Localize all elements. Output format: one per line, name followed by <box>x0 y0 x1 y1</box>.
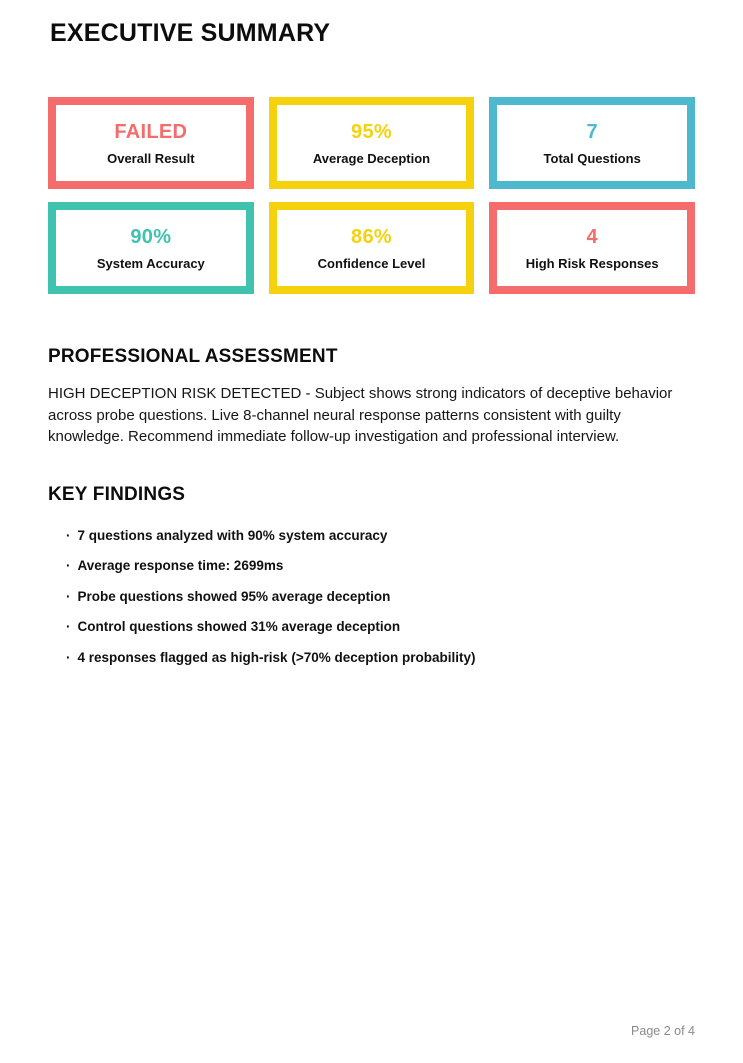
bullet-icon: · <box>66 588 71 604</box>
stat-label: Confidence Level <box>317 255 426 271</box>
stat-label: Total Questions <box>543 150 641 166</box>
stat-cards-grid <box>48 97 695 294</box>
stat-value: FAILED <box>114 120 188 143</box>
bullet-icon: · <box>66 649 71 665</box>
page-number: Page 2 of 4 <box>631 1024 695 1038</box>
stat-card-system-accuracy <box>48 202 254 294</box>
stat-value: 86% <box>351 225 392 248</box>
finding-text: Control questions showed 31% average deception <box>77 619 401 634</box>
stat-card-overall-result <box>48 97 254 189</box>
stat-value: 7 <box>586 120 598 143</box>
finding-text: Average response time: 2699ms <box>77 558 284 573</box>
stat-card-total-questions <box>489 97 695 189</box>
finding-item <box>66 650 695 665</box>
stat-label: High Risk Responses <box>525 255 659 271</box>
report-page <box>0 19 743 665</box>
finding-item <box>66 589 695 604</box>
stat-card-high-risk-responses <box>489 202 695 294</box>
finding-item <box>66 558 695 573</box>
assessment-body: HIGH DECEPTION RISK DETECTED - Subject shows strong indicators of deceptive behavior across probe questions. Live 8-channel neural response patterns consistent with guilty knowledge. Recommend immediate follow-up investigation and professional interview. <box>48 385 673 445</box>
stat-card-confidence-level <box>269 202 475 294</box>
finding-text: 7 questions analyzed with 90% system accuracy <box>77 527 388 543</box>
finding-item <box>66 528 695 543</box>
stat-label: System Accuracy <box>96 255 205 271</box>
bullet-icon: · <box>66 527 71 543</box>
stat-label: Overall Result <box>107 150 195 166</box>
finding-text: 4 responses flagged as high-risk (>70% deception probability) <box>77 649 476 665</box>
stat-value: 95% <box>351 120 392 143</box>
stat-value: 4 <box>586 225 598 248</box>
assessment-heading: PROFESSIONAL ASSESSMENT <box>48 346 338 367</box>
stat-value: 90% <box>130 225 172 248</box>
finding-item <box>66 619 695 634</box>
stat-card-average-deception <box>269 97 475 189</box>
stat-label: Average Deception <box>312 150 431 166</box>
finding-text: Probe questions showed 95% average deception <box>77 588 391 604</box>
page-title: EXECUTIVE SUMMARY <box>50 19 331 47</box>
findings-heading: KEY FINDINGS <box>48 483 186 505</box>
bullet-icon: · <box>66 558 71 573</box>
bullet-icon: · <box>66 619 71 634</box>
findings-list <box>66 528 695 665</box>
